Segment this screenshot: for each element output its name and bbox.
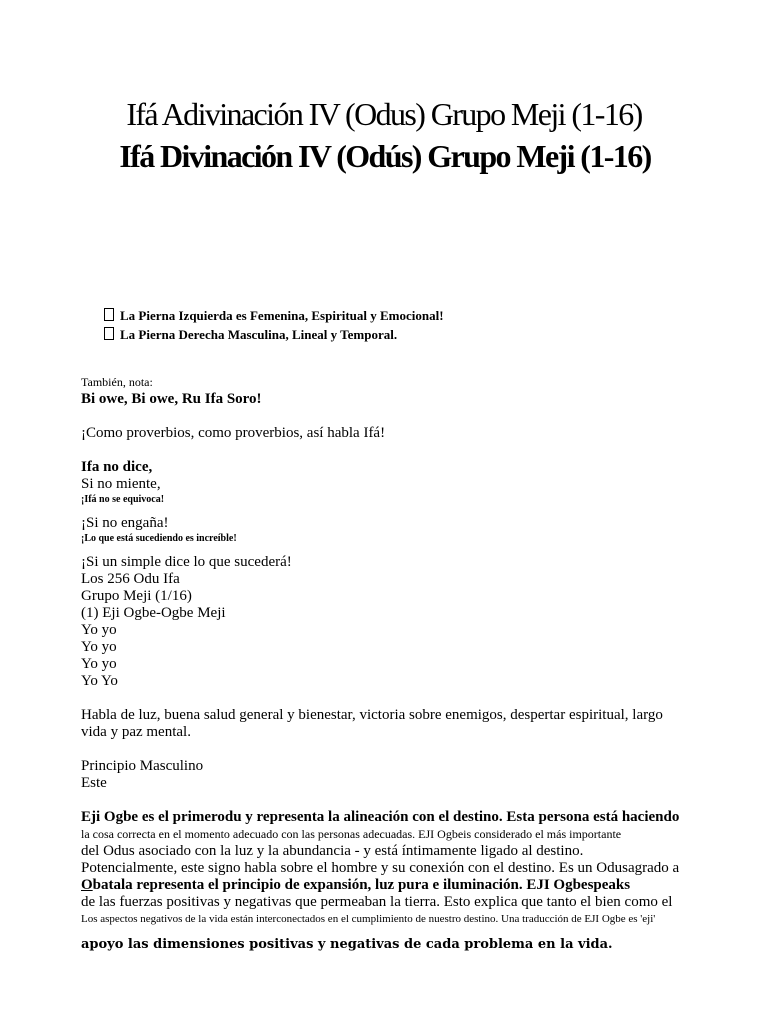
- note-label: También, nota:: [81, 375, 153, 389]
- mark-line: Yo yo: [81, 639, 117, 655]
- text-line: Si no miente,: [81, 476, 161, 492]
- text-line: ¡Ifá no se equivoca!: [81, 494, 165, 505]
- text-line: Habla de luz, buena salud general y bienestar, victoria sobre enemigos, despertar espiritual, largo: [81, 707, 663, 723]
- mark-line: Yo Yo: [81, 673, 118, 689]
- text-line: ¡Si no engaña!: [81, 515, 169, 531]
- odu-name: (1) Eji Ogbe-Ogbe Meji: [81, 605, 226, 621]
- paragraph-line: Obatala representa el principio de expansión, luz pura e iluminación. EJI Ogbespeaks: [81, 877, 631, 893]
- underlined-initial: O: [81, 877, 93, 893]
- page-title: Ifá Adivinación IV (Odus) Grupo Meji (1-16): [126, 96, 642, 132]
- text-line: Principio Masculino: [81, 758, 204, 774]
- paragraph-line: Los aspectos negativos de la vida están interconectados en el cumplimiento de nuestro destino. Una traducción de EJI Ogbe es 'eji': [81, 913, 656, 925]
- bullet-list: [104, 306, 444, 344]
- text-line: Grupo Meji (1/16): [81, 588, 192, 604]
- paragraph-line: la cosa correcta en el momento adecuado con las personas adecuadas. EJI Ogbeis considerado el más importante: [81, 827, 622, 841]
- mark-line: Yo yo: [81, 656, 117, 672]
- mark-line: Yo yo: [81, 622, 117, 638]
- text-line: Este: [81, 775, 107, 791]
- paragraph-line: de las fuerzas positivas y negativas que permeaban la tierra. Esto explica que tanto el bien como el: [81, 894, 673, 910]
- document-body: [81, 374, 721, 953]
- paragraph-line: Eji Ogbe es el primerodu y representa la alineación con el destino. Esta persona está haciendo: [81, 809, 680, 825]
- checkbox-glyph-icon: [104, 327, 114, 340]
- text-line: vida y paz mental.: [81, 724, 191, 740]
- proverb-line: ¡Como proverbios, como proverbios, así habla Ifá!: [81, 425, 386, 441]
- paragraph-line: Potencialmente, este signo habla sobre el hombre y su conexión con el destino. Es un Odusagrado a: [81, 860, 680, 876]
- text-line: Ifa no dice,: [81, 459, 153, 475]
- paragraph-line: del Odus asociado con la luz y la abundancia - y está íntimamente ligado al destino.: [81, 843, 584, 859]
- page-subtitle: Ifá Divinación IV (Odús) Grupo Meji (1-16): [119, 138, 651, 174]
- text-line: ¡Lo que está sucediendo es increíble!: [81, 533, 237, 544]
- bullet-item: La Pierna Izquierda es Femenina, Espiritual y Emocional!: [104, 306, 444, 325]
- text-line: Los 256 Odu Ifa: [81, 571, 180, 587]
- paragraph-line: apoyo las dimensiones positivas y negativas de cada problema en la vida.: [81, 937, 613, 952]
- bullet-item: La Pierna Derecha Masculina, Lineal y Temporal.: [104, 325, 444, 344]
- chant-line: Bi owe, Bi owe, Ru Ifa Soro!: [81, 391, 262, 407]
- checkbox-glyph-icon: [104, 308, 114, 321]
- text-line: ¡Si un simple dice lo que sucederá!: [81, 554, 292, 570]
